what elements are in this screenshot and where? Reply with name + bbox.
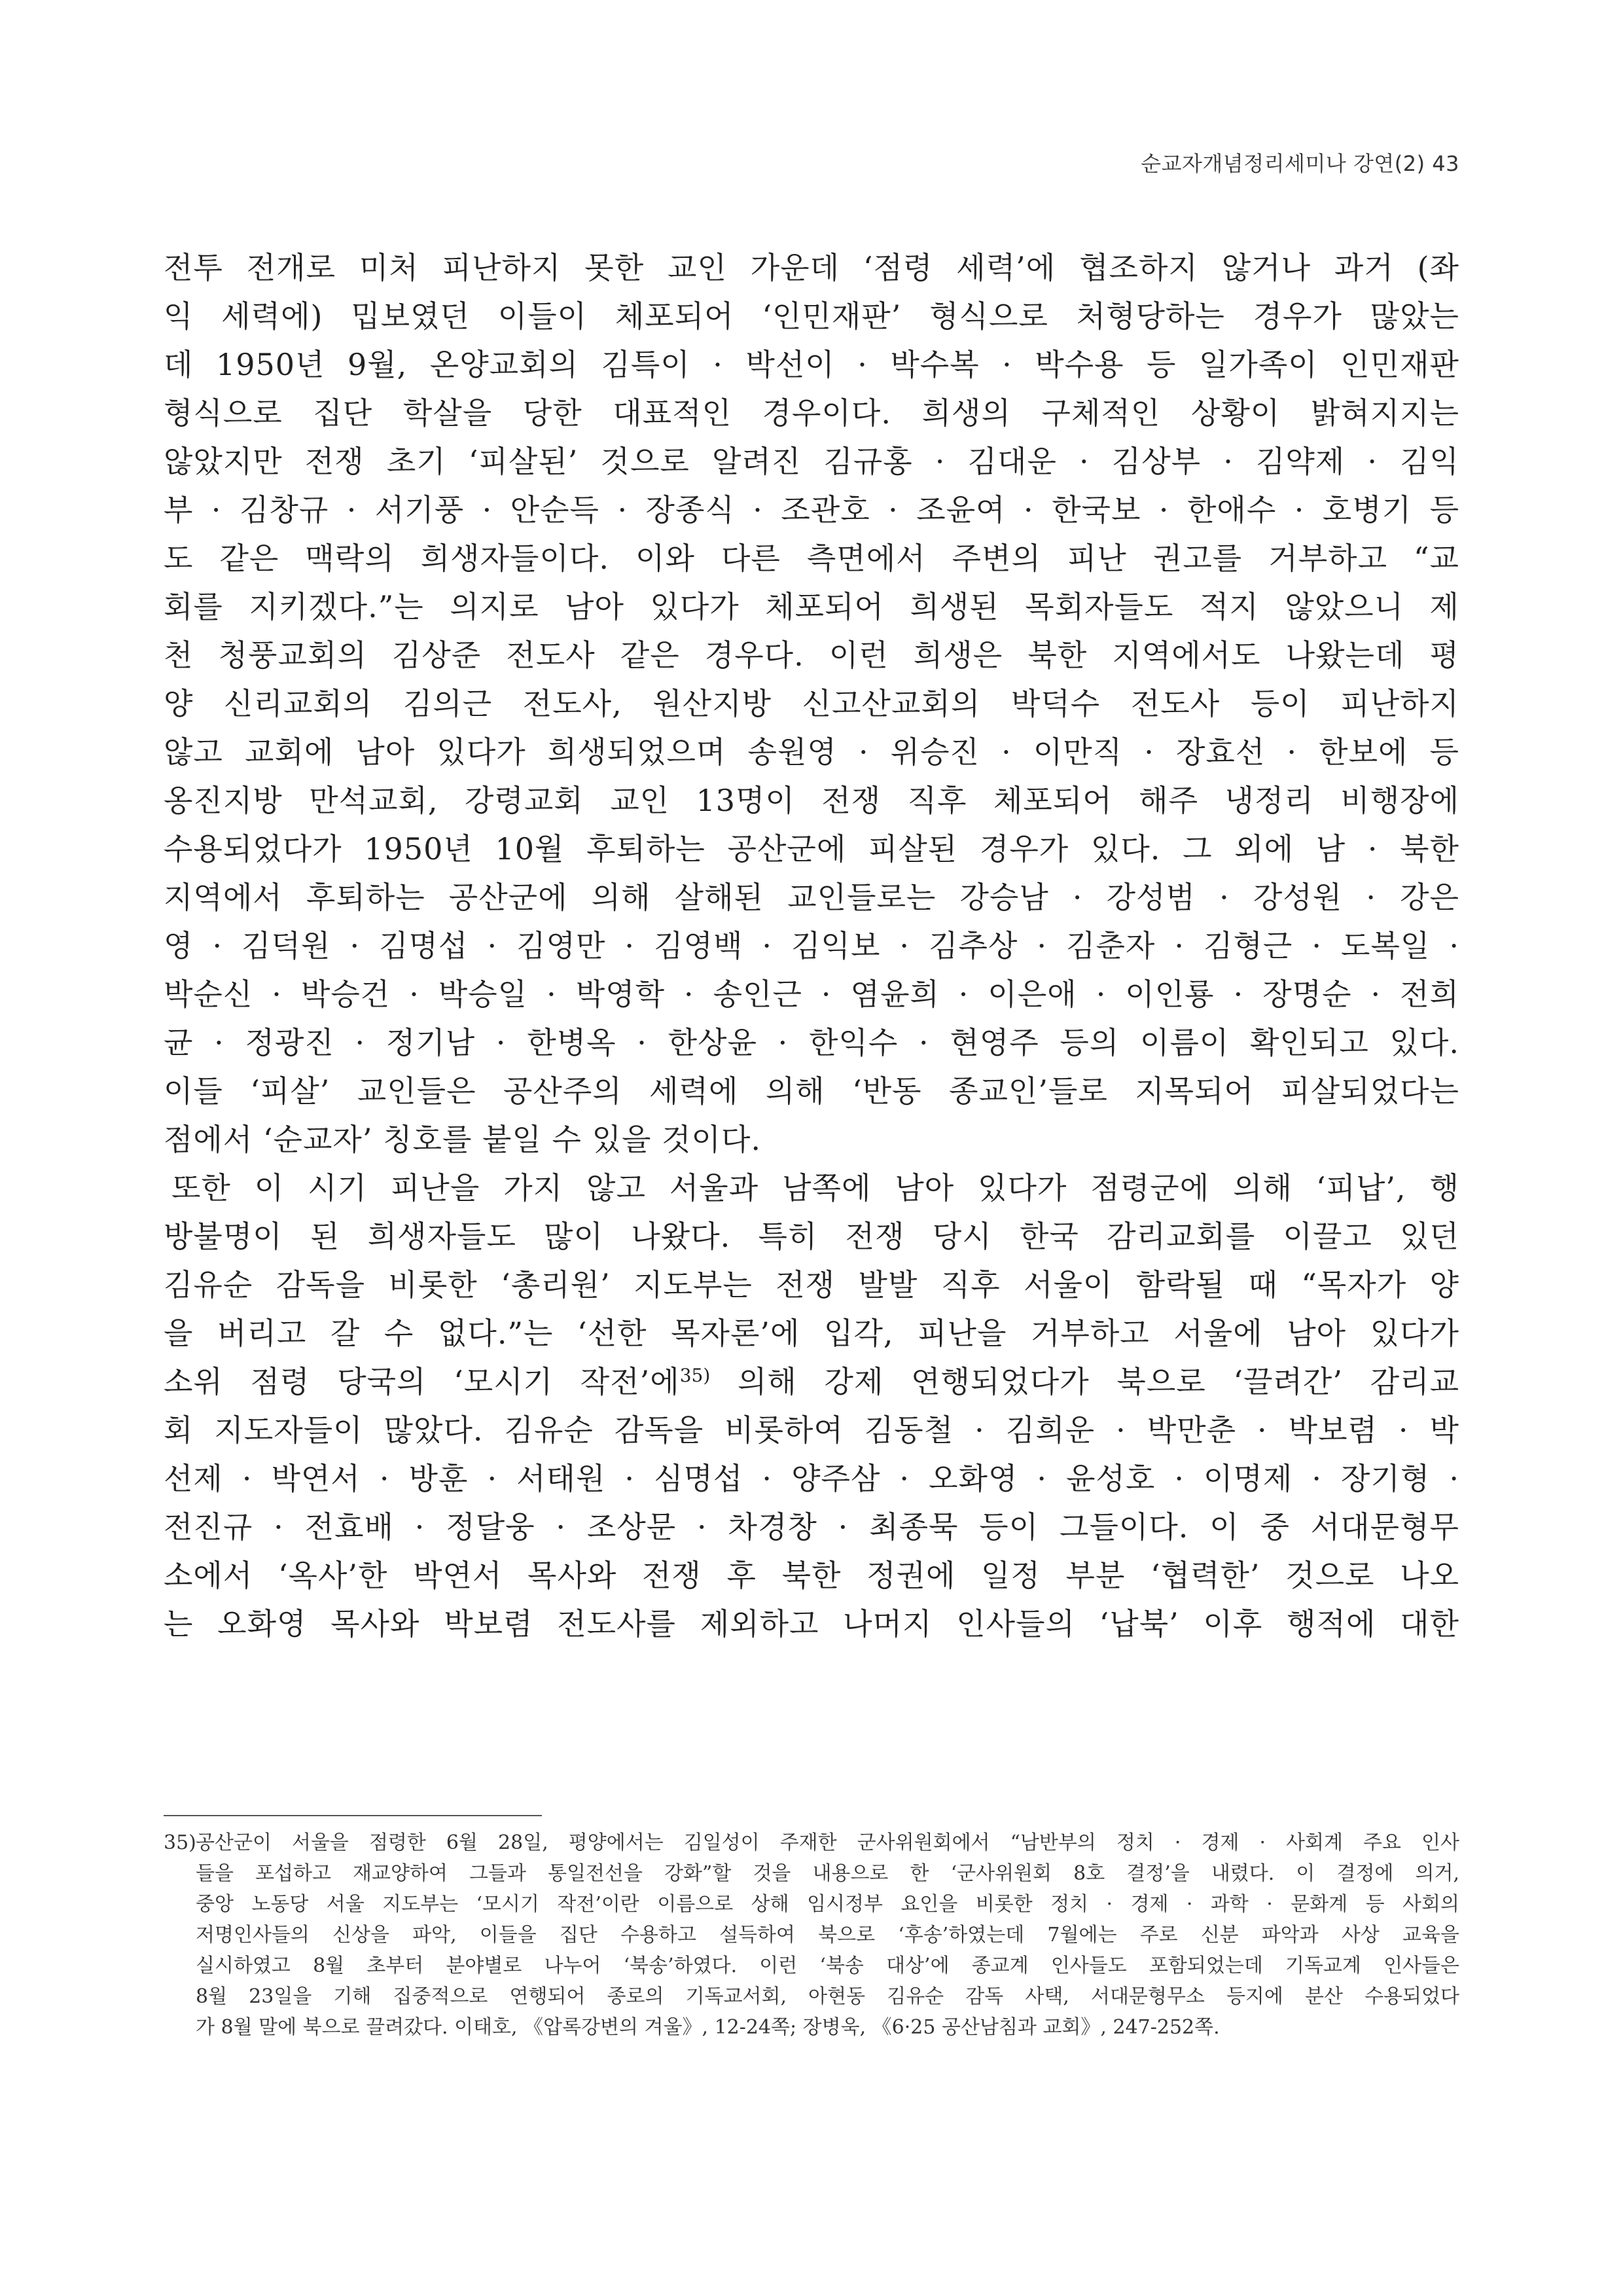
footnote-number: 35)	[164, 1831, 196, 1854]
body-line: 옹진지방 만석교회, 강령교회 교인 13명이 전쟁 직후 체포되어 해주 냉정리 비행장에	[164, 783, 1459, 818]
body-text	[164, 243, 1459, 1648]
body-line: 천 청풍교회의 김상준 전도사 같은 경우다. 이런 희생은 북한 지역에서도 나왔는데 평	[164, 637, 1459, 673]
body-line: 방불명이 된 희생자들도 많이 나왔다. 특히 전쟁 당시 한국 감리교회를 이끌고 있던	[164, 1219, 1459, 1254]
body-line: 박순신 · 박승건 · 박승일 · 박영학 · 송인근 · 염윤희 · 이은애 · 이인룡 · 장명순 · 전희	[164, 977, 1459, 1012]
body-line: 회 지도자들이 많았다. 김유순 감독을 비롯하여 김동철 · 김희운 · 박만춘 · 박보렴 · 박	[164, 1412, 1459, 1448]
body-line: 않고 교회에 남아 있다가 희생되었으며 송원영 · 위승진 · 이만직 · 장효선 · 한보에 등	[164, 734, 1459, 770]
body-line: 점에서 ‘순교자’ 칭호를 붙일 수 있을 것이다.	[164, 1122, 762, 1157]
body-line-end: 의해 강제 연행되었다가 북으로 ‘끌려간’ 감리교	[710, 1364, 1460, 1399]
body-line: 는 오화영 목사와 박보렴 전도사를 제외하고 나머지 인사들의 ‘납북’ 이후 행적에 대한	[164, 1606, 1459, 1641]
body-line: 형식으로 집단 학살을 당한 대표적인 경우이다. 희생의 구체적인 상황이 밝혀지지는	[164, 395, 1459, 431]
footnote-reference[interactable]: 35)	[679, 1365, 711, 1386]
footnote-line: 실시하였고 8월 초부터 분야별로 나누어 ‘북송’하였다. 이런 ‘북송 대상’에 종교계 인사들도 포함되었는데 기독교계 인사들은	[196, 1954, 1459, 1977]
body-line: 수용되었다가 1950년 10월 후퇴하는 공산군에 피살된 경우가 있다. 그 외에 남 · 북한	[164, 831, 1459, 867]
body-line: 회를 지키겠다.”는 의지로 남아 있다가 체포되어 희생된 목회자들도 적지 않았으니 제	[164, 589, 1459, 624]
footnote-text: 공산군이 서울을 점령한 6월 28일, 평양에서는 김일성이 주재한 군사위원회에서 “남반부의 정치 · 경제 · 사회계 주요 인사	[196, 1831, 1459, 1854]
body-line: 균 · 정광진 · 정기남 · 한병옥 · 한상윤 · 한익수 · 현영주 등의 이름이 확인되고 있다.	[164, 1025, 1459, 1060]
footnote-line: 중앙 노동당 서울 지도부는 ‘모시기 작전’이란 이름으로 상해 임시정부 요인을 비롯한 정치 · 경제 · 과학 · 문화계 등 사회의	[196, 1893, 1459, 1916]
body-line: 전진규 · 전효배 · 정달웅 · 조상문 · 차경창 · 최종묵 등이 그들이다. 이 중 서대문형무	[164, 1509, 1459, 1545]
body-line: 도 같은 맥락의 희생자들이다. 이와 다른 측면에서 주변의 피난 권고를 거부하고 “교	[164, 541, 1459, 576]
footnote-line	[164, 1827, 1459, 1858]
running-header: 순교자개념정리세미나 강연(2) 43	[1141, 151, 1459, 176]
footnote-line: 들을 포섭하고 재교양하여 그들과 통일전선을 강화”할 것을 내용으로 한 ‘군사위원회 8호 결정’을 내렸다. 이 결정에 의거,	[196, 1862, 1459, 1885]
footnote-line: 8월 23일을 기해 집중적으로 연행되어 종로의 기독교서회, 아현동 김유순 감독 사택, 서대문형무소 등지에 분산 수용되었다	[196, 1985, 1459, 2008]
body-line: 또한 이 시기 피난을 가지 않고 서울과 남쪽에 남아 있다가 점령군에 의해 ‘피납’, 행	[171, 1170, 1459, 1206]
footnote-divider	[164, 1815, 542, 1816]
body-line: 데 1950년 9월, 온양교회의 김특이 · 박선이 · 박수복 · 박수용 등 일가족이 인민재판	[164, 347, 1459, 382]
footnote	[164, 1827, 1459, 2043]
footnote-line: 가 8월 말에 북으로 끌려갔다. 이태호, 《압록강변의 겨울》, 12-24쪽; 장병욱, 《6·25 공산남침과 교회》, 247-252쪽.	[196, 2016, 1220, 2039]
body-line: 영 · 김덕원 · 김명섭 · 김영만 · 김영백 · 김익보 · 김추상 · 김춘자 · 김형근 · 도복일 ·	[164, 928, 1459, 963]
body-line: 부 · 김창규 · 서기풍 · 안순득 · 장종식 · 조관호 · 조윤여 · 한국보 · 한애수 · 호병기 등	[164, 492, 1459, 528]
body-line: 지역에서 후퇴하는 공산군에 의해 살해된 교인들로는 강승남 · 강성범 · 강성원 · 강은	[164, 880, 1459, 915]
body-line: 전투 전개로 미처 피난하지 못한 교인 가운데 ‘점령 세력’에 협조하지 않거나 과거 (좌	[164, 250, 1459, 285]
body-line: 이들 ‘피살’ 교인들은 공산주의 세력에 의해 ‘반동 종교인’들로 지목되어 피살되었다는	[164, 1073, 1459, 1109]
body-line: 양 신리교회의 김의근 전도사, 원산지방 신고산교회의 박덕수 전도사 등이 피난하지	[164, 686, 1459, 721]
body-line: 을 버리고 갈 수 없다.”는 ‘선한 목자론’에 입각, 피난을 거부하고 서울에 남아 있다가	[164, 1316, 1459, 1351]
footnote-line: 저명인사들의 신상을 파악, 이들을 집단 수용하고 설득하여 북으로 ‘후송’하였는데 7월에는 주로 신분 파악과 사상 교육을	[196, 1924, 1459, 1946]
body-line: 선제 · 박연서 · 방훈 · 서태원 · 심명섭 · 양주삼 · 오화영 · 윤성호 · 이명제 · 장기형 ·	[164, 1461, 1459, 1496]
body-line: 익 세력에) 밉보였던 이들이 체포되어 ‘인민재판’ 형식으로 처형당하는 경우가 많았는	[164, 298, 1459, 334]
body-line: 소에서 ‘옥사’한 박연서 목사와 전쟁 후 북한 정권에 일정 부분 ‘협력한’ 것으로 나오	[164, 1558, 1459, 1593]
body-line: 않았지만 전쟁 초기 ‘피살된’ 것으로 알려진 김규홍 · 김대운 · 김상부 · 김약제 · 김익	[164, 444, 1459, 479]
body-line: 김유순 감독을 비롯한 ‘총리원’ 지도부는 전쟁 발발 직후 서울이 함락될 때 “목자가 양	[164, 1267, 1459, 1302]
body-line-with-footnote-ref	[164, 1357, 1459, 1406]
body-line-start: 소위 점령 당국의 ‘모시기 작전’에	[164, 1364, 680, 1399]
